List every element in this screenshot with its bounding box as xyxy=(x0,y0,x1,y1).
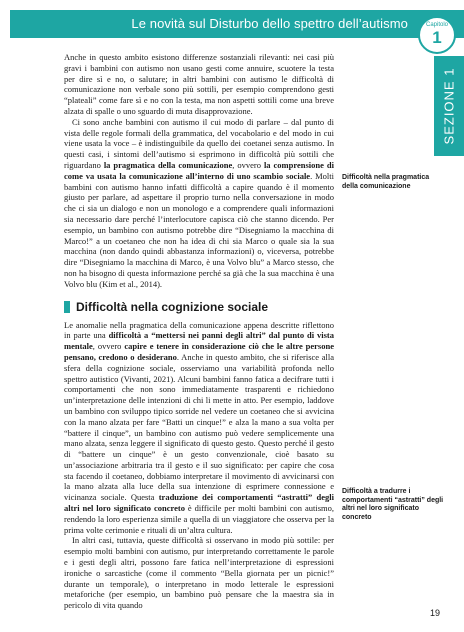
section-tab xyxy=(434,56,464,156)
paragraph-4: In altri casi, tuttavia, queste difficoltà si osservano in modo più sottile: per esempio molti bambini con autismo, pur interpretando correttamente le parole e i gesti degli altri, possono fare fatica nell’interpretazione di espressioni ironiche o sarcastiche (come il commento “Bella giornata per un picnic!” durante un temporale), o interpretano in modo letterale le espressioni metaforiche (per esempio, un bambino può pensare che la maestra sia in pericolo di vita quando xyxy=(64,535,334,611)
section-tab-label: SEZIONE 1 xyxy=(441,67,457,145)
page-number: 19 xyxy=(430,608,441,618)
heading-marker xyxy=(64,301,70,313)
sidenote-pragmatics: Difficoltà nella pragmatica della comunicazione xyxy=(342,174,430,190)
chapter-label: Capitolo xyxy=(425,22,448,28)
heading-text: Difficoltà nella cognizione sociale xyxy=(76,299,269,314)
paragraph-1: Anche in questo ambito esistono differenze sostanziali rilevanti: nei casi più gravi i bambini con autismo non usano gesti come annuire, scuotere la testa per dire sì e no, o salutare; in altri bambini con autismo le difficoltà di comunicazione non verbale sono più sottili, per esempio comprendono gesti “plateali” come fare sì e no con la testa, ma non aspetti sottili come una breve alzata di spalle o uno sguardo di muta disapprovazione. xyxy=(64,52,334,116)
chapter-title: Le novità sul Disturbo dello spettro dell’autismo xyxy=(131,16,408,31)
chapter-badge xyxy=(418,16,456,54)
sidenote-abstract-behaviours: Difficoltà a tradurre i comportamenti “astratti” degli altri nel loro significato concreto xyxy=(342,488,444,521)
section-heading xyxy=(64,300,334,314)
paragraph-3: Le anomalie nella pragmatica della comunicazione appena descritte riflettono in parte una difficoltà a “mettersi nei panni degli altri” dal punto di vista mentale, ovvero capire e tenere in considerazione ciò che le altre persone pensano, credono o desiderano. Anche in questo ambito, che si riferisce alla sfera della cognizione sociale, osserviamo una variabilità profonda nello spettro autistico (Vivanti, 2021). Alcuni bambini fanno fatica a decifrare tutti i comportamenti che non sono immediatamente trasparenti e richiedono un’interpretazione delle intenzioni di chi li mette in atto. Per esempio, laddove un bambino con sviluppo tipico sorride nel vedere un coetaneo che si avvicina con la mano alzata per fare “Batti un cinque!” e alza la mano a sua volta per “battere il cinque”, un bambino con autismo può vedere semplicemente una mano alzata, senza leggere il significato di questo gesto. Questo perché il gesto di “battere un cinque” è un gesto convenzionale, cioè basato su un’associazione arbitraria tra il gesto e il suo significato: per capire che cosa sta facendo il coetaneo, dobbiamo interpretare il movimento di avvicinarsi con la mano alzata alla luce della sua intenzione di esprimere connessione e vicinanza sociale. Questa traduzione dei comportamenti “astratti” degli altri nel loro significato concreto è difficile per molti bambini con autismo, rendendo la loro esperienza simile a quella di un viaggiatore che osserva per la prima volte cerimonie e rituali di un’altra cultura. xyxy=(64,319,335,535)
chapter-number: 1 xyxy=(432,28,442,47)
paragraph-2: Ci sono anche bambini con autismo il cui modo di parlare – dal punto di vista delle regole formali della grammatica, del vocabolario e del modo in cui viene usata la voce – è indistinguibile da quello dei coetanei senza autismo. In questi casi, i sintomi dell’autismo si esprimono in difficoltà più sottili che riguardano la pragmatica della comunicazione, ovvero la comprensione di come va usata la comunicazione all’interno di uno scambio sociale. Molti bambini con autismo hanno infatti difficoltà a capire quando è il momento giusto per parlare, ad aspettare il proprio turno nella conversazione in modo che ci sia un dialogo e non un monologo e a comprendere quali informazioni sia necessario dare perché l’interlocutore capisca ciò che stanno dicendo. Per esempio, un bambino con autismo potrebbe dire “Disegniamo la macchina di Marco!” a un coetaneo che non ha idea di chi sia Marco o quale sia la sua macchina (non dando quindi abbastanza informazioni) o, viceversa, potrebbe dire “Disegniamo la macchina di Marco, è una Volvo blu” a Marco stesso, che non ha bisogno di questa informazione perché sa già che la sua macchina è una Volvo blu (Kim et al., 2014). xyxy=(64,116,334,289)
main-text-column xyxy=(64,52,334,611)
chapter-header-bar xyxy=(10,10,464,47)
